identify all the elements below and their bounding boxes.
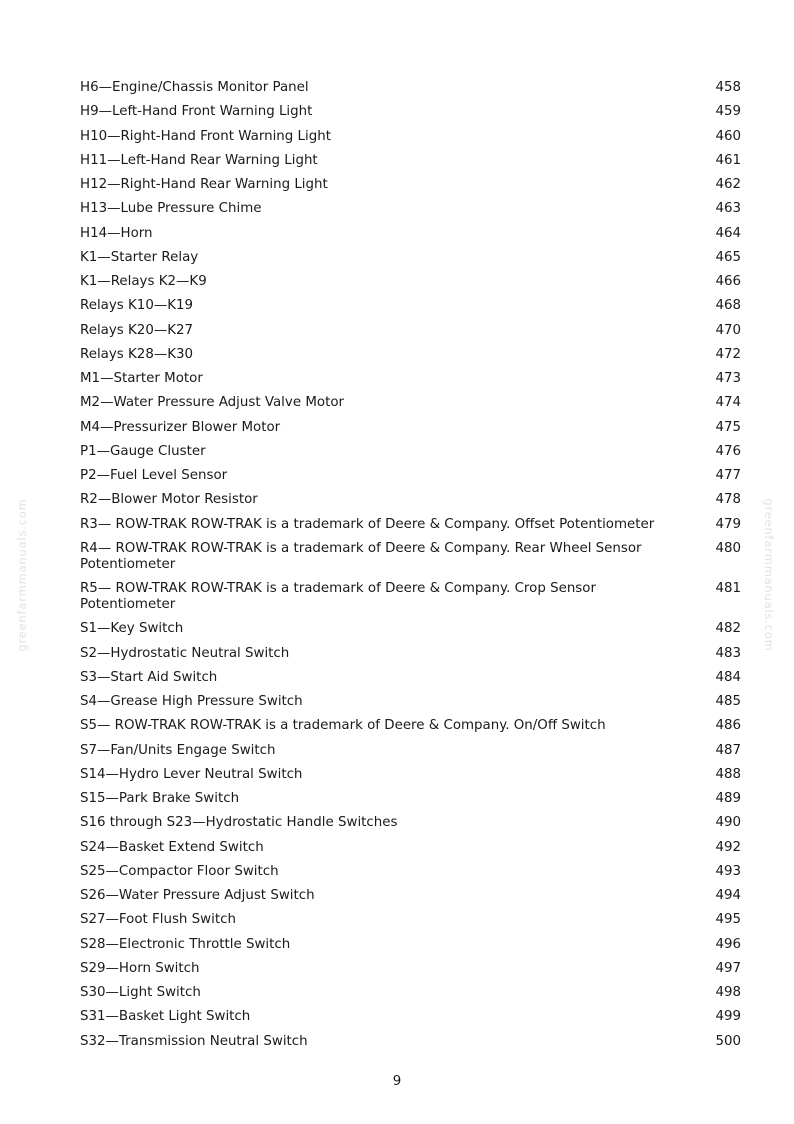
toc-entry-title: H11—Left-Hand Rear Warning Light [80,152,318,168]
toc-entry-title: S2—Hydrostatic Neutral Switch [80,645,290,661]
toc-entry[interactable] [80,294,744,318]
toc-entry[interactable] [80,343,744,367]
toc-entry[interactable] [80,860,744,884]
toc-entry-title: M4—Pressurizer Blower Motor [80,419,281,435]
toc-entry-title: S32—Transmission Neutral Switch [80,1033,308,1049]
toc-entry[interactable] [80,714,744,738]
toc-entry-page: 462 [715,177,741,192]
toc-entry[interactable] [80,1005,744,1029]
toc-entry-page: 500 [715,1033,741,1049]
page-number: 9 [392,1074,402,1089]
toc-entry[interactable] [80,149,744,173]
toc-entry[interactable] [80,690,744,714]
toc-entry-title: S1—Key Switch [80,621,184,637]
toc-entry-title: H14—Horn [80,225,153,241]
toc-entry[interactable] [80,933,744,957]
toc-entry-page: 488 [715,766,741,782]
toc-entry-title: M2—Water Pressure Adjust Valve Motor [80,395,345,411]
toc-entry[interactable] [80,884,744,908]
toc-entry[interactable] [80,197,744,221]
toc-entry[interactable] [80,173,744,197]
toc-entry-page: 480 [715,540,741,556]
toc-entry-page: 466 [715,274,741,289]
toc-entry-page: 479 [715,516,741,532]
toc-entry[interactable] [80,488,744,512]
toc-entry[interactable] [80,100,744,124]
toc-entry-title: K1—Relays K2—K9 [80,274,207,289]
toc-entry-page: 484 [715,669,741,685]
toc-entry-page: 496 [715,936,741,952]
toc-entry-page: 458 [715,80,741,95]
toc-entry[interactable] [80,617,744,641]
toc-entry-page: 478 [715,492,741,508]
toc-entry-title: R2—Blower Motor Resistor [80,492,258,508]
toc-entry-page: 489 [715,791,741,806]
toc-entry-title: S5— ROW-TRAK ROW-TRAK is a trademark of Deere & Company. On/Off Switch [80,718,606,734]
toc-entry[interactable] [80,537,744,577]
toc-entry[interactable] [80,440,744,464]
toc-entry-title: H13—Lube Pressure Chime [80,201,262,217]
toc-entry-title: Relays K28—K30 [80,346,194,362]
toc-entry-page: 470 [715,322,741,338]
toc-entry-title: P1—Gauge Cluster [80,443,206,459]
toc-entry-page: 474 [715,395,741,411]
toc-entry[interactable] [80,908,744,932]
toc-entry-page: 472 [715,346,741,362]
toc-entry-title: P2—Fuel Level Sensor [80,468,228,483]
toc-entry-title: Relays K10—K19 [80,298,194,314]
toc-entry[interactable] [80,125,744,149]
toc-entry-title: S30—Light Switch [80,985,201,1000]
toc-entry[interactable] [80,1030,744,1054]
toc-entry[interactable] [80,811,744,835]
toc-entry-title: R5— ROW-TRAK ROW-TRAK is a trademark of Deere & Company. Crop Sensor Potentiometer [80,581,596,612]
toc-entry-title: R4— ROW-TRAK ROW-TRAK is a trademark of Deere & Company. Rear Wheel Sensor Potentiometer [80,540,642,572]
toc-entry[interactable] [80,836,744,860]
toc-entry-title: S26—Water Pressure Adjust Switch [80,888,315,903]
toc-entry[interactable] [80,642,744,666]
toc-entry[interactable] [80,666,744,690]
toc-entry-page: 492 [715,839,741,855]
toc-entry[interactable] [80,391,744,415]
toc-entry[interactable] [80,222,744,246]
toc-entry-page: 460 [715,128,741,144]
toc-entry[interactable] [80,246,744,270]
toc-entry[interactable] [80,981,744,1005]
toc-entry-title: S14—Hydro Lever Neutral Switch [80,766,303,782]
toc-entry-title: S28—Electronic Throttle Switch [80,936,291,952]
toc-entry-title: H12—Right-Hand Rear Warning Light [80,177,328,192]
toc-entry-page: 476 [715,443,741,459]
toc-entry[interactable] [80,513,744,537]
toc-entry-title: S29—Horn Switch [80,960,200,976]
toc-entry-page: 487 [715,742,741,758]
toc-entry-page: 493 [715,863,741,879]
watermark-left: greenfarmmanuals.com [15,498,29,652]
table-of-contents [80,76,744,1054]
toc-entry-page: 490 [715,815,741,831]
toc-entry[interactable] [80,76,744,100]
toc-entry-title: H6—Engine/Chassis Monitor Panel [80,80,309,95]
toc-entry-title: S25—Compactor Floor Switch [80,863,279,879]
toc-entry-title: M1—Starter Motor [80,371,203,386]
toc-entry-title: K1—Starter Relay [80,249,199,265]
toc-entry[interactable] [80,957,744,981]
toc-entry-page: 486 [715,718,741,734]
toc-entry-title: R3— ROW-TRAK ROW-TRAK is a trademark of Deere & Company. Offset Potentiometer [80,516,655,532]
toc-entry-title: S15—Park Brake Switch [80,791,240,806]
watermark-right: greenfarmmanuals.com [762,498,776,652]
toc-entry[interactable] [80,577,744,617]
toc-entry-page: 465 [715,249,741,265]
toc-entry[interactable] [80,763,744,787]
toc-entry[interactable] [80,739,744,763]
toc-entry-page: 464 [715,225,741,241]
toc-entry-title: S7—Fan/Units Engage Switch [80,742,276,758]
toc-entry-page: 473 [715,371,741,386]
toc-entry-page: 468 [715,298,741,314]
toc-entry-page: 495 [715,912,741,928]
toc-entry-page: 483 [715,645,741,661]
toc-entry-page: 482 [715,621,741,637]
toc-entry[interactable] [80,464,744,488]
toc-entry[interactable] [80,416,744,440]
toc-entry[interactable] [80,270,744,294]
toc-entry-page: 459 [715,104,741,120]
toc-entry-page: 494 [715,888,741,903]
toc-entry-title: S27—Foot Flush Switch [80,912,236,928]
toc-entry-page: 475 [715,419,741,435]
toc-entry-page: 477 [715,468,741,483]
toc-entry-page: 461 [715,152,741,168]
toc-entry-title: S31—Basket Light Switch [80,1009,251,1025]
toc-entry-page: 485 [715,694,741,709]
toc-entry-page: 463 [715,201,741,217]
toc-entry[interactable] [80,367,744,391]
toc-entry-title: S24—Basket Extend Switch [80,839,264,855]
toc-entry-title: S4—Grease High Pressure Switch [80,694,303,709]
toc-entry-page: 497 [715,960,741,976]
toc-entry[interactable] [80,319,744,343]
toc-entry-title: H9—Left-Hand Front Warning Light [80,104,313,120]
toc-entry-page: 498 [715,985,741,1000]
toc-entry-title: Relays K20—K27 [80,322,194,338]
toc-entry-title: S3—Start Aid Switch [80,669,218,685]
toc-entry-page: 499 [715,1009,741,1025]
toc-entry[interactable] [80,787,744,811]
toc-entry-title: H10—Right-Hand Front Warning Light [80,128,331,144]
toc-entry-title: S16 through S23—Hydrostatic Handle Switches [80,815,398,831]
toc-entry-page: 481 [715,581,741,596]
